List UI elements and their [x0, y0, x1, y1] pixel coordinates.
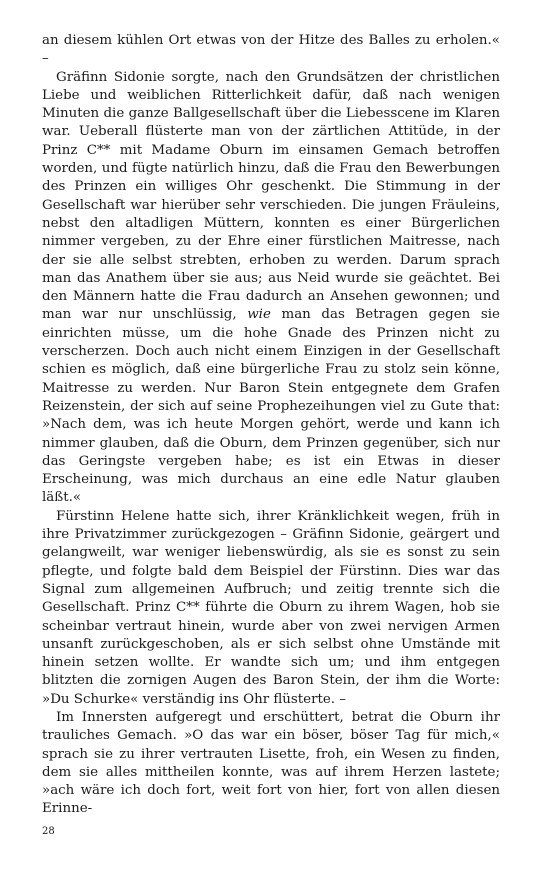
italic-text: wie — [247, 307, 271, 323]
paragraph-text: Fürstinn Helene hatte sich, ihrer Kränklichkeit wegen, früh in ihre Privatzimmer zurückgezogen – Gräfinn Sidonie, geärgert und gelangweilt, war weniger liebenswürdig, als sie es sonst zu sein pflegte, und folgte bald dem Beispiel der Fürstinn. Dies war das Signal zum allgemeinen Aufbruch; und zeitig trennte sich die Gesellschaft. Prinz C** führte die Oburn zu ihrem Wagen, hob sie scheinbar vertraut hinein, wurde aber von zwei nervigen Armen unsanft zurückgeschoben, als er sich selbst ohne Umstände mit hinein setzen wollte. Er wandte sich um; und ihm entgegen blitzten die zornigen Augen des Baron Stein, der ihm die Worte: »Du Schurke« verständig ins Ohr flüsterte. – — [42, 508, 500, 707]
paragraph — [42, 69, 500, 508]
paragraph-text: man das Betragen gegen sie einrichten müsse, um die hohe Gnade des Prinzen nicht zu verscherzen. Doch auch nicht einem Einzigen in der Gesellschaft schien es möglich, daß eine bürgerliche Frau zu stolz sein könne, Maitresse zu werden. Nur Baron Stein entgegnete dem Grafen Reizenstein, der sich auf seine Prophezeihungen viel zu Gute that: »Nach dem, was ich heute Morgen gehört, werde und kann ich nimmer glauben, daß die Oburn, dem Prinzen gegenüber, sich nur das Geringste vergeben habe; es ist ein Etwas in dieser Erscheinung, was mich durchaus an eine edle Natur glauben läßt.« — [42, 307, 500, 506]
body-text — [42, 32, 500, 819]
paragraph — [42, 709, 500, 819]
paragraph — [42, 508, 500, 709]
page-number: 28 — [42, 826, 55, 837]
document-page — [42, 32, 500, 819]
paragraph-text: an diesem kühlen Ort etwas von der Hitze des Balles zu erholen.« – — [42, 33, 500, 67]
paragraph-text: Gräfinn Sidonie sorgte, nach den Grundsätzen der christlichen Liebe und weiblichen Ritterlichkeit dafür, daß nach wenigen Minuten die ganze Ballgesellschaft über die Liebesscene im Klaren war. Ueberall flüsterte man von der zärtlichen Attitüde, in der Prinz C** mit Madame Oburn im einsamen Gemach betroffen worden, und fügte natürlich hinzu, daß die Frau den Bewerbungen des Prinzen ein williges Ohr geschenkt. Die Stimmung in der Gesellschaft war hierüber sehr verschieden. Die jungen Fräuleins, nebst den altadligen Müttern, konnten es einer Bürgerlichen nimmer vergeben, zu der Ehre einer fürstlichen Maitresse, nach der sie alle selbst strebten, erhoben zu werden. Darum sprach man das Anathem über sie aus; aus Neid wurde sie geächtet. Bei den Männern hatte die Frau dadurch an Ansehen gewonnen; und man war nur unschlüssig, — [42, 69, 500, 323]
paragraph-text: Im Innersten aufgeregt und erschüttert, betrat die Oburn ihr trauliches Gemach. »O das war ein böser, böser Tag für mich,« sprach sie zu ihrer vertrauten Lisette, froh, ein Wesen zu finden, dem sie alles mittheilen konnte, was auf ihrem Herzen lastete; »ach wäre ich doch fort, weit fort von hier, fort von allen diesen Erinne- — [42, 709, 500, 817]
paragraph — [42, 32, 500, 69]
